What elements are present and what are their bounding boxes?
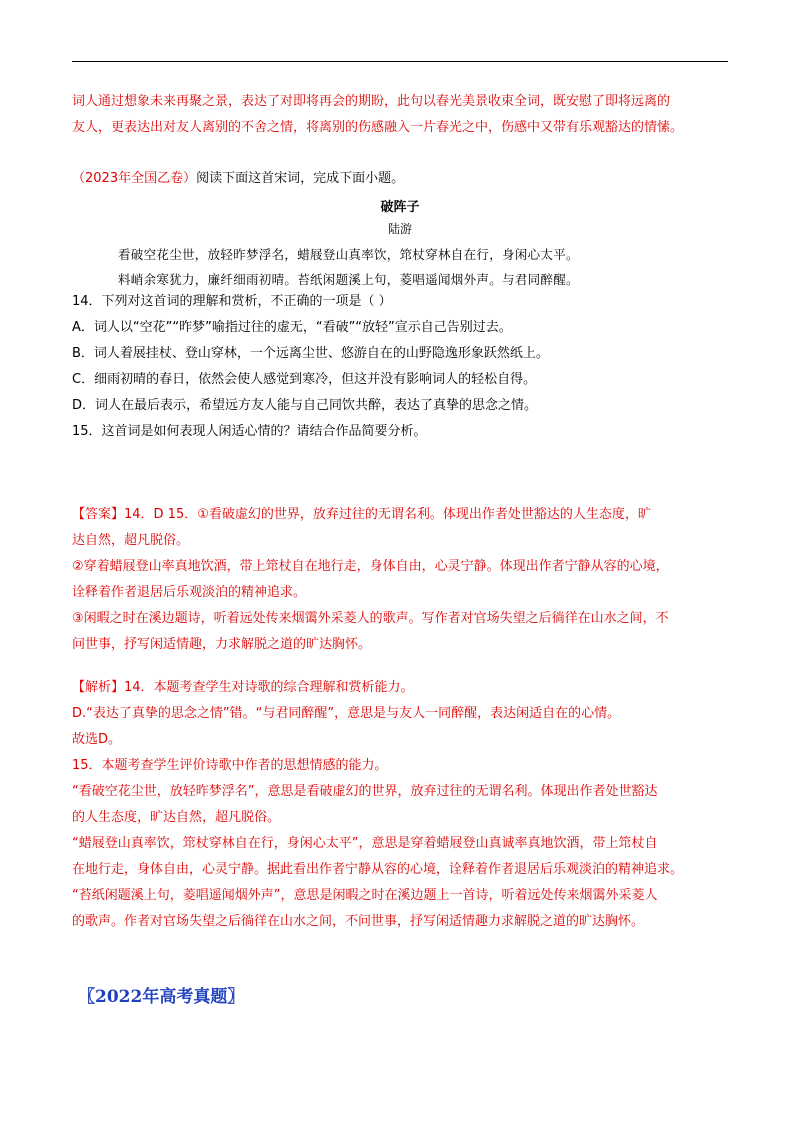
- poem-author: 陆游: [387, 222, 412, 236]
- analysis-line: 【解析】14．本题考查学生对诗歌的综合理解和赏析能力。: [72, 680, 414, 695]
- analysis-line: 故选D。: [72, 732, 122, 747]
- option-d: D．词人在最后表示，希望远方友人能与自己同饮共醉，表达了真挚的思念之情。: [72, 398, 538, 413]
- intro-line: 词人通过想象未来再聚之景，表达了对即将再会的期盼，此句以春光美景收束全词，既安慰了即将远离的: [72, 94, 671, 109]
- answer-line: 【答案】14．D 15．①看破虚幻的世界，放弃过往的无谓名利。体现出作者处世豁达的人生态度，旷: [72, 507, 651, 522]
- answer-block: [72, 502, 728, 658]
- option-a: A．词人以“空花”“昨梦”喻指过往的虚无，“看破”“放轻”宣示自己告别过去。: [72, 320, 512, 335]
- section-heading: 〖2022年高考真题〗: [78, 987, 245, 1007]
- analysis-line: D.“表达了真挚的思念之情”错。“与君同醉醒”，意思是与友人一同醉醒，表达闲适自在的心情。: [72, 706, 621, 721]
- analysis-line: 在地行走，身体自由，心灵宁静。据此看出作者宁静从容的心境，诠释着作者退居后乐观淡泊的精神追求。: [72, 862, 684, 877]
- intro-line: 友人，更表达出对友人离别的不舍之情，将离别的伤感融入一片春光之中，伤感中又带有乐观豁达的情愫。: [72, 120, 684, 135]
- answer-line: 达自然，超凡脱俗。: [72, 533, 190, 548]
- answer-line: 问世事，抒写闲适情趣，力求解脱之道的旷达胸怀。: [72, 637, 372, 652]
- poem-line: 看破空花尘世，放轻昨梦浮名，蜡屐登山真率饮，筇杖穿林自在行，身闲心太平。: [118, 247, 579, 262]
- intro-paragraph: [72, 89, 728, 141]
- analysis-line: “蜡屐登山真率饮，筇杖穿林自在行，身闲心太平”，意思是穿着蜡屐登山真诚率真地饮酒，带上筇杖自: [72, 836, 658, 851]
- answer-line: 诠释着作者退居后乐观淡泊的精神追求。: [72, 585, 307, 600]
- question-15: 15．这首词是如何表现人闲适心情的？请结合作品简要分析。: [72, 424, 427, 439]
- analysis-line: “苔纸闲题溪上句，菱唱遥闻烟外声”，意思是闲暇之时在溪边题上一首诗，听着远处传来烟霭外采菱人: [72, 888, 658, 903]
- analysis-line: 的人生态度，旷达自然，超凡脱俗。: [72, 810, 281, 825]
- poem-line: 料峭余寒犹力，廉纤细雨初晴。苔纸闲题溪上句，菱唱遥闻烟外声。与君同醉醒。: [118, 272, 579, 287]
- analysis-line: 的歌声。作者对官场失望之后徜徉在山水之间，不问世事，抒写闲适情趣力求解脱之道的旷达胸怀。: [72, 914, 645, 929]
- option-c: C．细雨初晴的春日，依然会使人感觉到寒冷，但这并没有影响词人的轻松自得。: [72, 372, 537, 387]
- question-block: [72, 289, 728, 445]
- analysis-line: 15．本题考查学生评价诗歌中作者的思想情感的能力。: [72, 758, 388, 773]
- question-instruction: 阅读下面这首宋词，完成下面小题。: [196, 171, 405, 186]
- question-14: 14．下列对这首词的理解和赏析，不正确的一项是（ ）: [72, 294, 392, 309]
- question-source: （2023年全国乙卷）: [72, 171, 197, 186]
- answer-line: ③闲暇之时在溪边题诗，听着远处传来烟霭外采菱人的歌声。写作者对官场失望之后徜徉在山水之间，不: [72, 611, 669, 626]
- question-header: [72, 166, 728, 192]
- answer-line: ②穿着蜡屐登山率真地饮酒，带上筇杖自在地行走，身体自由，心灵宁静。体现出作者宁静从容的心境，: [72, 559, 669, 574]
- poem-title: 破阵子: [380, 200, 420, 215]
- header-rule: [72, 61, 728, 62]
- option-b: B．词人着展挂杖、登山穿林，一个远离尘世、悠游自在的山野隐逸形象跃然纸上。: [72, 346, 549, 361]
- analysis-block: [72, 675, 728, 935]
- analysis-line: “看破空花尘世，放轻昨梦浮名”，意思是看破虚幻的世界，放弃过往的无谓名利。体现出作者处世豁达: [72, 784, 658, 799]
